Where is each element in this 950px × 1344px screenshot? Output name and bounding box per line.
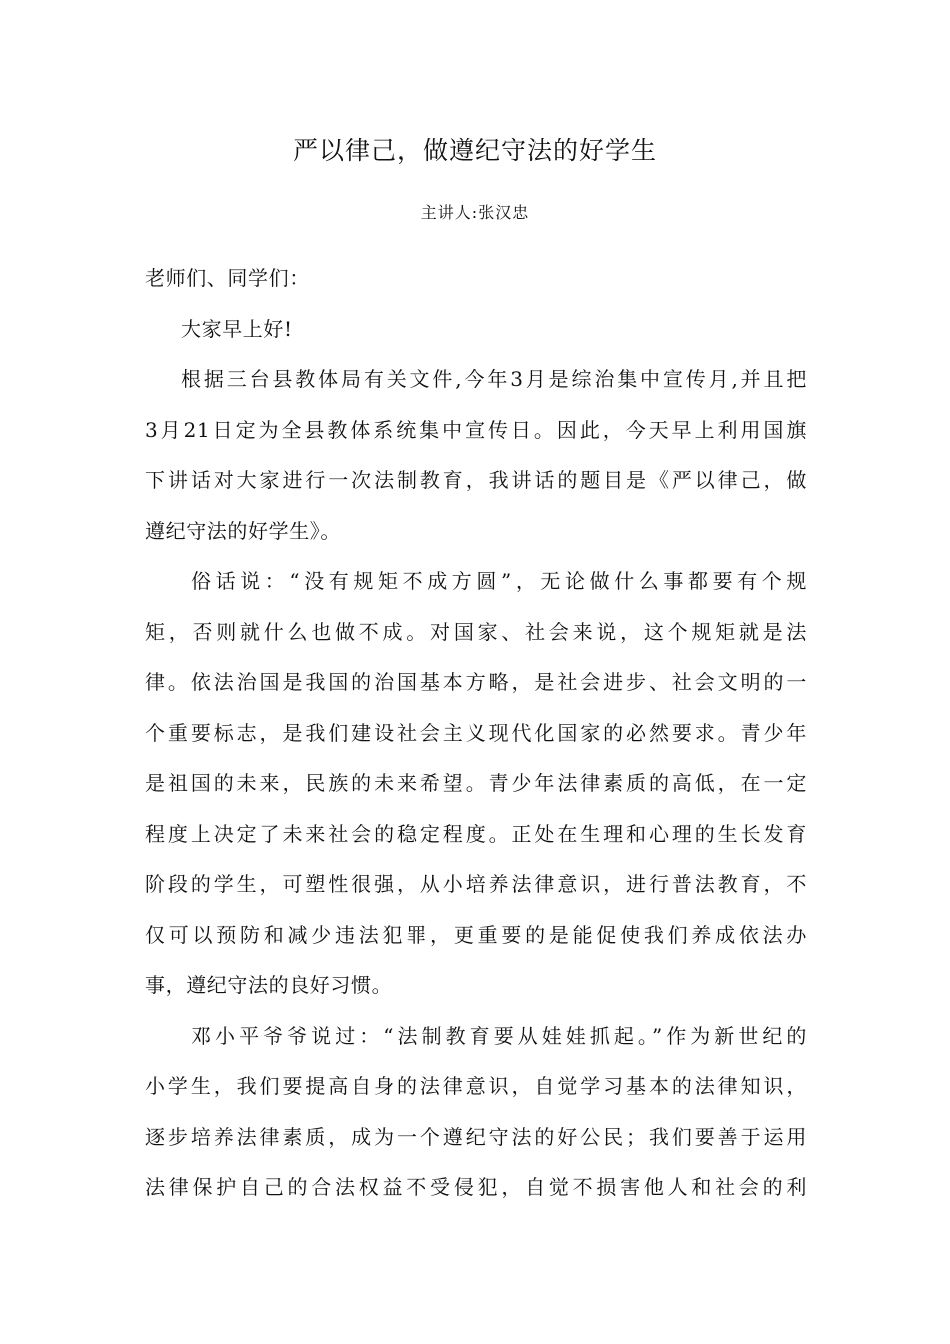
greeting: 大家早上好! bbox=[181, 316, 293, 341]
paragraph-1 bbox=[145, 354, 807, 556]
paragraph-line: 邓小平爷爷说过：“法制教育要从娃娃抓起。”作为新世纪的 bbox=[191, 1023, 807, 1048]
paragraph-3 bbox=[145, 1011, 807, 1213]
paragraph-2 bbox=[145, 556, 807, 1011]
document-title: 严以律己，做遵纪守法的好学生 bbox=[292, 136, 657, 165]
paragraph-line: 事，遵纪守法的良好习惯。 bbox=[145, 973, 393, 997]
paragraph-line: 3月21日定为全县教体系统集中宣传日。因此，今天早上利用国旗 bbox=[145, 417, 807, 442]
paragraph-line: 矩，否则就什么也做不成。对国家、社会来说，这个规矩就是法 bbox=[145, 619, 807, 644]
paragraph-line: 是祖国的未来，民族的未来希望。青少年法律素质的高低，在一定 bbox=[145, 771, 807, 795]
paragraph-line: 遵纪守法的好学生》。 bbox=[145, 518, 341, 543]
paragraph-line: 下讲话对大家进行一次法制教育，我讲话的题目是《严以律己，做 bbox=[145, 468, 807, 492]
speaker-line: 主讲人:张汉忠 bbox=[420, 203, 530, 222]
paragraph-line: 仅可以预防和减少违法犯罪，更重要的是能促使我们养成依法办 bbox=[145, 922, 807, 947]
paragraph-line: 个重要标志，是我们建设社会主义现代化国家的必然要求。青少年 bbox=[145, 720, 807, 745]
document-body bbox=[145, 253, 807, 1213]
paragraph-line: 俗话说：“没有规矩不成方圆”，无论做什么事都要有个规 bbox=[191, 569, 807, 593]
paragraph-line: 律。依法治国是我国的治国基本方略，是社会进步、社会文明的一 bbox=[145, 670, 807, 694]
paragraph-line: 法律保护自己的合法权益不受侵犯，自觉不损害他人和社会的利 bbox=[145, 1175, 807, 1199]
paragraph-line: 逐步培养法律素质，成为一个遵纪守法的好公民；我们要善于运用 bbox=[145, 1124, 807, 1149]
paragraph-line: 小学生，我们要提高自身的法律意识，自觉学习基本的法律知识， bbox=[145, 1074, 807, 1098]
paragraph-line: 根据三台县教体局有关文件,今年3月是综治集中宣传月,并且把 bbox=[181, 367, 807, 391]
paragraph-line: 阶段的学生，可塑性很强，从小培养法律意识，进行普法教育，不 bbox=[145, 872, 807, 896]
paragraph-line: 程度上决定了未来社会的稳定程度。正处在生理和心理的生长发育 bbox=[145, 821, 807, 846]
salutation: 老师们、同学们： bbox=[145, 266, 310, 290]
